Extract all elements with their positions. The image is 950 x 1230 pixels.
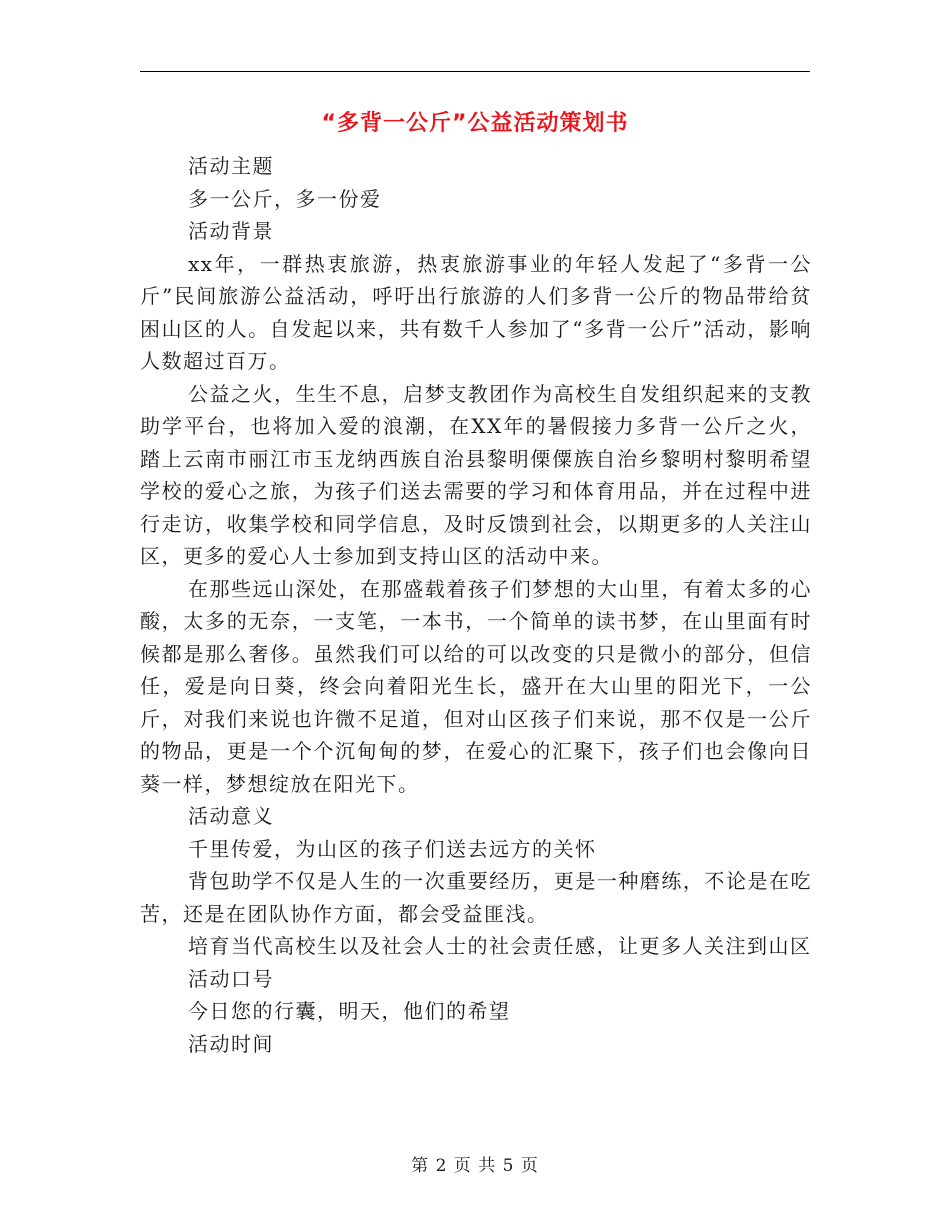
section-heading-time: 活动时间 (188, 1031, 274, 1056)
significance-item-1: 千里传爱，为山区的孩子们送去远方的关怀 (188, 836, 597, 861)
theme-text: 多一公斤，多一份爱 (188, 186, 382, 211)
significance-item-3: 培育当代高校生以及社会人士的社会责任感，让更多人关注到山区 (188, 934, 812, 958)
page-number: 第 2 页 共 5 页 (411, 1156, 539, 1176)
background-paragraph-3: 在那些远山深处，在那盛载着孩子们梦想的大山里，有着太多的心酸，太多的无奈，一支笔，一本书，一个简单的读书梦，在山里面有时候都是那么奢侈。虽然我们可以给的可以改变的只是微小的部分，但信任，爱是向日葵，终会向着阳光生长，盛开在大山里的阳光下，一公斤，对我们来说也许微不足道，但对山区孩子们来说，那不仅是一公斤的物品，更是一个个沉甸甸的梦，在爱心的汇聚下，孩子们也会像向日葵一样，梦想绽放在阳光下。 (140, 576, 812, 796)
section-heading-theme: 活动主题 (188, 154, 274, 178)
background-paragraph-2: 公益之火，生生不息，启梦支教团作为高校生自发组织起来的支教助学平台，也将加入爱的浪潮，在XX年的暑假接力多背一公斤之火，踏上云南市丽江市玉龙纳西族自治县黎明傈僳族自治乡黎明村黎明希望学校的爱心之旅，为孩子们送去需要的学习和体育用品，并在过程中进行走访，收集学校和同学信息，及时反馈到社会，以期更多的人关注山区，更多的爱心人士参加到支持山区的活动中来。 (140, 381, 812, 568)
background-paragraph-1: xx年，一群热衷旅游，热衷旅游事业的年轻人发起了“多背一公斤”民间旅游公益活动，呼吁出行旅游的人们多背一公斤的物品带给贫困山区的人。自发起以来，共有数千人参加了“多背一公斤”活动，影响人数超过百万。 (140, 251, 812, 373)
section-heading-significance: 活动意义 (188, 804, 274, 828)
slogan-text: 今日您的行囊，明天，他们的希望 (188, 999, 511, 1023)
header-rule (140, 71, 810, 72)
significance-item-2: 背包助学不仅是人生的一次重要经历，更是一种磨练，不论是在吃苦，还是在团队协作方面，都会受益匪浅。 (140, 869, 812, 926)
document-title: “多背一公斤”公益活动策划书 (321, 111, 629, 136)
document-body (140, 150, 812, 1060)
section-heading-slogan: 活动口号 (188, 966, 274, 991)
section-heading-background: 活动背景 (188, 219, 274, 243)
